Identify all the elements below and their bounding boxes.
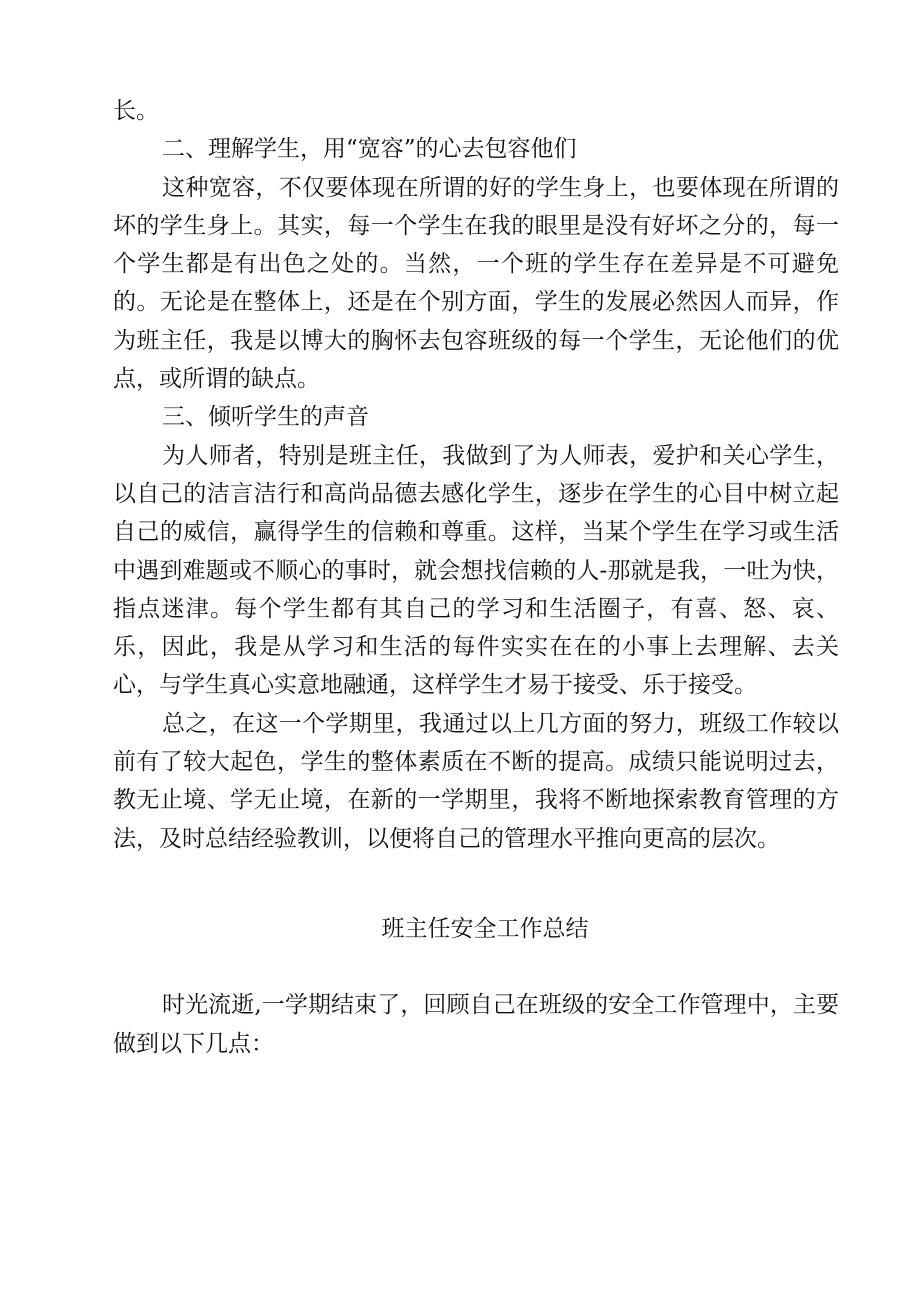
spacer <box>113 858 839 910</box>
conclusion-paragraph: 总之，在这一个学期里，我通过以上几方面的努力，班级工作较以前有了较大起色，学生的整体素质在不断的提高。成绩只能说明过去，教无止境、学无止境，在新的一学期里，我将不断地探索教育管理的方法，及时总结经验教训，以便将自己的管理水平推向更高的层次。 <box>113 710 839 852</box>
section-2-paragraph: 这种宽容，不仅要体现在所谓的好的学生身上，也要体现在所谓的坏的学生身上。其实，每一个学生在我的眼里是没有好坏之分的，每一个学生都是有出色之处的。当然，一个班的学生存在差异是不可避免的。无论是在整体上，还是在个别方面，学生的发展必然因人而异，作为班主任，我是以博大的胸怀去包容班级的每一个学生，无论他们的优点，或所谓的缺点。 <box>113 174 839 393</box>
second-intro-paragraph: 时光流逝,一学期结束了，回顾自己在班级的安全工作管理中，主要做到以下几点： <box>113 992 839 1057</box>
spacer <box>113 948 839 986</box>
document-page <box>113 92 839 1063</box>
section-3-heading: 三、倾听学生的声音 <box>162 404 369 431</box>
section-3-paragraph: 为人师者，特别是班主任，我做到了为人师表，爱护和关心学生，以自己的洁言洁行和高尚品德去感化学生，逐步在学生的心目中树立起自己的威信，赢得学生的信赖和尊重。这样，当某个学生在学习或生活中遇到难题或不顺心的事时，就会想找信赖的人-那就是我，一吐为快，指点迷津。每个学生都有其自己的学习和生活圈子，有喜、怒、哀、乐，因此，我是从学习和生活的每件实实在在的小事上去理解、去关心，与学生真心实意地融通，这样学生才易于接受、乐于接受。 <box>113 442 839 699</box>
section-2-heading: 二、理解学生，用“宽容”的心去包容他们 <box>162 136 577 163</box>
intro-fragment: 长。 <box>113 98 159 124</box>
document-title: 班主任安全工作总结 <box>381 915 589 942</box>
